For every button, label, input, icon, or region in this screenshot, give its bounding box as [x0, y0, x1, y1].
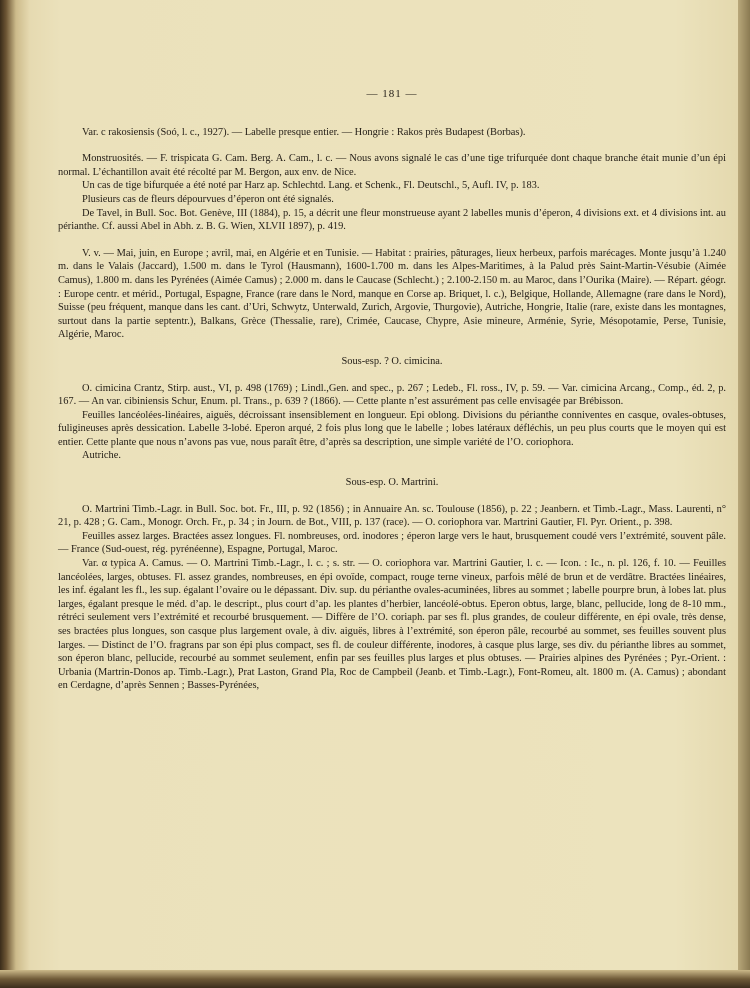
- paragraph-gap: [58, 234, 726, 247]
- page-edge-bottom: [0, 970, 750, 988]
- paragraph-habitat-distribution: V. v. — Mai, juin, en Europe ; avril, mai, en Algérie et en Tunisie. — Habitat : prairies, pâturages, lieux herbeux, parfois marécages. Monte jusqu’à 1.240 m. dans le Valais (Jaccard), 1.500 m. dans le Tyrol (Hausmann), 1600-1.700 m. dans les Alpes-Maritimes, à la Palud près Saint-Martin-Vésubie (Aimée Camus), 1.800 m. dans les Pyrénées (Aimée Camus) ; 2.000 m. dans le Caucase (Schlecht.) ; 2.100-2.150 m. au Maroc, dans l’Ourika (Maire). — Répart. géogr. : Europe centr. et mérid., Portugal, Espagne, France (rare dans le Nord, manque en Corse ap. Briquet, l. c.), Belgique, Hollande, Allemagne (rare dans le Nord), Suisse (peu fréquent, manque dans les cant. d’Uri, Schwytz, Unterwald, Zurich, Argovie, Thurgovie), Autriche, Hongrie, Italie (rare, existe dans les montagnes, surtout dans la partie septentr.), Balkans, Grèce (Thessalie, rare), Crimée, Caucase, Chypre, Asie mineure, Arménie, Syrie, Mésopotamie, Perse, Tunisie, Algérie, Maroc.: [58, 247, 726, 341]
- paragraph-cimicina-range: Autriche.: [82, 450, 121, 462]
- paragraph-cimicina-synonymy: O. cimicina Crantz, Stirp. aust., VI, p. 498 (1769) ; Lindl.,Gen. and spec., p. 267 ; Ledeb., Fl. ross., IV, p. 59. — Var. cimicina Arcang., Comp., éd. 2, p. 167. — An var. cibiniensis Schur, Enum. pl. Trans., p. 639 ? (1866). — Cette plante n’est assurément pas celle envisagée par Brébisson.: [58, 382, 726, 408]
- section-heading-martrini: Sous-esp. O. Martrini.: [345, 477, 439, 489]
- paragraph-martrini-description: Feuilles assez larges. Bractées assez longues. Fl. nombreuses, ord. inodores ; éperon large vers le haut, brusquement coudé vers l’extrémité, souvent pâle.— France (Sud-ouest, rég. pyrénéenne), Espagne, Portugal, Maroc.: [58, 530, 726, 556]
- paragraph-gap: [58, 369, 726, 382]
- paragraph-tige-bifurquee: Un cas de tige bifurquée a été noté par Harz ap. Schlechtd. Lang. et Schenk., Fl. Deutschl., 5, Aufl. IV, p. 183.: [82, 180, 540, 192]
- paragraph-gap: [58, 139, 726, 152]
- paragraph-var-typica: Var. α typica A. Camus. — O. Martrini Timb.-Lagr., l. c. ; s. str. — O. coriophora var. Martrini Gautier, l. c. — Icon. : Ic., n. pl. 126, f. 10. — Feuilles lancéolées, larges, obtuses. Fl. assez grandes, nombreuses, en épi ovoïde, compact, rouge terne vineux, parfois mêlé de brun et de verdâtre. Bractées linéaires, les inf. égalant les fl., les sup. égalant l’ovaire ou le dépassant. Div. sup. du périanthe ovales-acuminées, libres au sommet ; labelle pourpre brun, à lobes lat. plus larges, égalant presque le méd. d’ap. le descript., plus court d’ap. les plantes d’herbier, lancéolé-obtus. Eperon obtus, large, blanc, pellucide, long de 8-10 mm., rétréci seulement vers l’extrémité et recourbé brusquement. — Diffère de l’O. coriaph. par ses fl. plus grandes, de couleur différente, en épi ovale, très dense, ses bractées plus longues, son casque plus largement ovale, à div. aiguës, libres à l’extrémité, son éperon pâle, recourbé au sommet, ses feuilles souvent plus larges. — Distinct de l’O. fragrans par son épi plus compact, ses fl. de couleur différente, inodores, à casque plus large, ses div. du périanthe libres au sommet, son éperon blanc, pellucide, recourbé au sommet seulement, enfin par ses feuilles plus larges et plus obtuses. — Prairies alpines des Pyrénées ; Pyr.-Orient. : Urbania (Martrin-Donos ap. Timb.-Lagr.), Prat Laston, Grand Pla, Roc de Campbeil (Jeanb. et Timb.-Lagr.), Font-Romeu, alt. 1800 m. (A. Camus) ; abondant en Cerdagne, d’après Sennen ; Basses-Pyrénées,: [58, 558, 726, 692]
- page-number: — 181 —: [366, 88, 418, 100]
- paragraph-cimicina-description: Feuilles lancéolées-linéaires, aiguës, décroissant insensiblement en longueur. Epi oblong. Divisions du périanthe conniventes en casque, ovales-obtuses, fuligineuses après dessication. Labelle 3-lobé. Eperon arqué, 2 fois plus long que le labelle ; lobes latéraux défléchis, un peu plus courts que le moyen qui est entier. Cette plante que nous n’avons pas vue, nous paraît être, d’après sa description, une simple variété de l’O. coriophora.: [58, 409, 726, 448]
- paragraph-gap: [58, 342, 726, 355]
- page-edge-right: [738, 0, 750, 988]
- paragraph-martrini-synonymy: O. Martrini Timb.-Lagr. in Bull. Soc. bot. Fr., III, p. 92 (1856) ; in Annuaire An. sc. Toulouse (1856), p. 22 ; Jeanbern. et Timb.-Lagr., Mass. Laurenti, n° 21, p. 428 ; G. Cam., Monogr. Orch. Fr., p. 34 ; in Journ. de Bot., VIII, p. 137 (race). — O. coriophora var. Martrini Gautier, Fl. Pyr. Orient., p. 398.: [58, 503, 726, 529]
- page-text-block: [58, 88, 726, 693]
- paragraph-fleurs-sans-eperon: Plusieurs cas de fleurs dépourvues d’éperon ont été signalés.: [82, 193, 334, 205]
- paragraph-var-rakosiensis: Var. c rakosiensis (Soó, l. c., 1927). — Labelle presque entier. — Hongrie : Rakos près Budapest (Borbas).: [82, 126, 526, 138]
- section-heading-cimicina: Sous-esp. ? O. cimicina.: [341, 355, 443, 367]
- paragraph-monstruosites: Monstruosités. — F. trispicata G. Cam. Berg. A. Cam., l. c. — Nous avons signalé le cas d’une tige trifurquée dont chaque branche était munie d’un épi normal. L’échantillon avait été récolté par M. Bergon, aux env. de Nice.: [58, 153, 726, 178]
- paragraph-gap: [58, 490, 726, 503]
- paragraph-de-tavel: De Tavel, in Bull. Soc. Bot. Genève, III (1884), p. 15, a décrit une fleur monstrueuse ayant 2 labelles munis d’éperon, 4 divisions ext. et 4 divisions int. au périanthe. Cf. aussi Abel in Abh. z. B. G. Wien, XLVII 1897), p. 419.: [58, 207, 726, 233]
- paragraph-gap: [58, 463, 726, 476]
